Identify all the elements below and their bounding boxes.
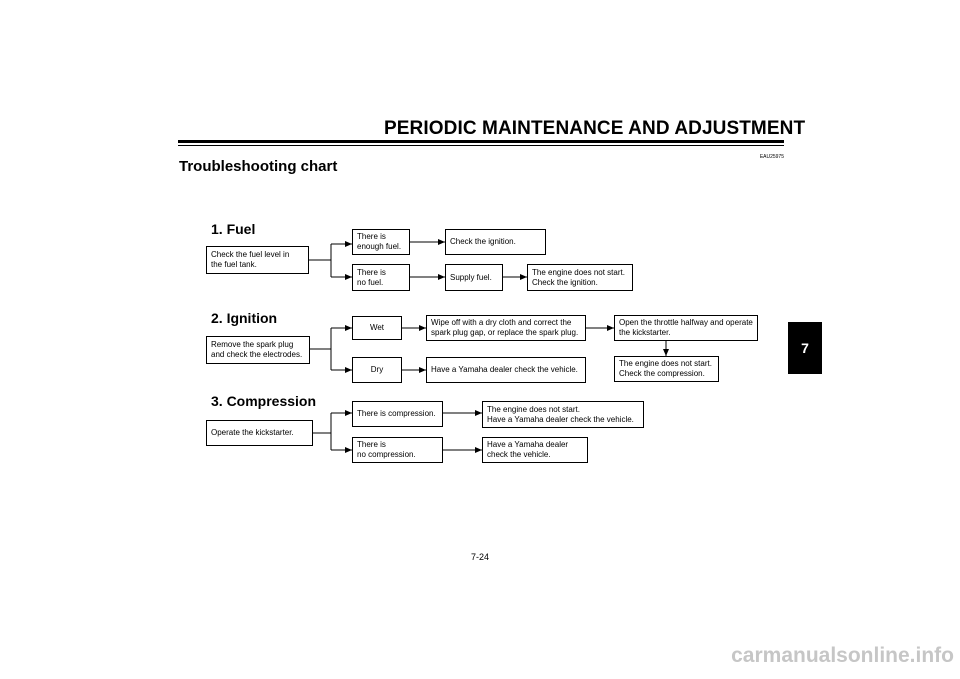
page-header-title: PERIODIC MAINTENANCE AND ADJUSTMENT xyxy=(384,118,806,139)
ignition-result-wet-fail-box: The engine does not start. Check the compression. xyxy=(614,356,719,382)
compression-result-no-box: Have a Yamaha dealer check the vehicle. xyxy=(482,437,588,463)
ignition-action-dry-box: Have a Yamaha dealer check the vehicle. xyxy=(426,357,586,383)
watermark: carmanualsonline.info xyxy=(731,644,954,667)
compression-branch-no-box: There is no compression. xyxy=(352,437,443,463)
ignition-split-line xyxy=(310,328,331,370)
fuel-action-no-box: Supply fuel. xyxy=(445,264,503,291)
ignition-heading: 2. Ignition xyxy=(211,310,278,326)
compression-split-line xyxy=(313,413,331,450)
fuel-branch-no-box: There is no fuel. xyxy=(352,264,410,291)
ignition-branch-wet-box: Wet xyxy=(352,316,402,340)
fuel-result-no-box: The engine does not start. Check the ignition. xyxy=(527,264,633,291)
ignition-start-box: Remove the spark plug and check the electrodes. xyxy=(206,336,310,364)
document-code: EAU25975 xyxy=(759,154,784,160)
section-title: Troubleshooting chart xyxy=(179,158,338,175)
compression-heading: 3. Compression xyxy=(211,393,317,409)
ignition-result-wet-box: Open the throttle halfway and operate the kickstarter. xyxy=(614,315,758,341)
compression-result-yes-box: The engine does not start. Have a Yamaha dealer check the vehicle. xyxy=(482,401,644,428)
fuel-split-line xyxy=(309,244,331,277)
ignition-branch-dry-box: Dry xyxy=(352,357,402,383)
fuel-start-box: Check the fuel level in the fuel tank. xyxy=(206,246,309,274)
page-number: 7-24 xyxy=(470,552,489,562)
fuel-heading: 1. Fuel xyxy=(211,221,256,237)
compression-start-box: Operate the kickstarter. xyxy=(206,420,313,446)
ignition-action-wet-box: Wipe off with a dry cloth and correct the spark plug gap, or replace the spark plug. xyxy=(426,315,586,341)
fuel-branch-yes-box: There is enough fuel. xyxy=(352,229,410,255)
fuel-result-yes-box: Check the ignition. xyxy=(445,229,546,255)
compression-branch-yes-box: There is compression. xyxy=(352,401,443,427)
chapter-tab-number: 7 xyxy=(801,340,809,356)
